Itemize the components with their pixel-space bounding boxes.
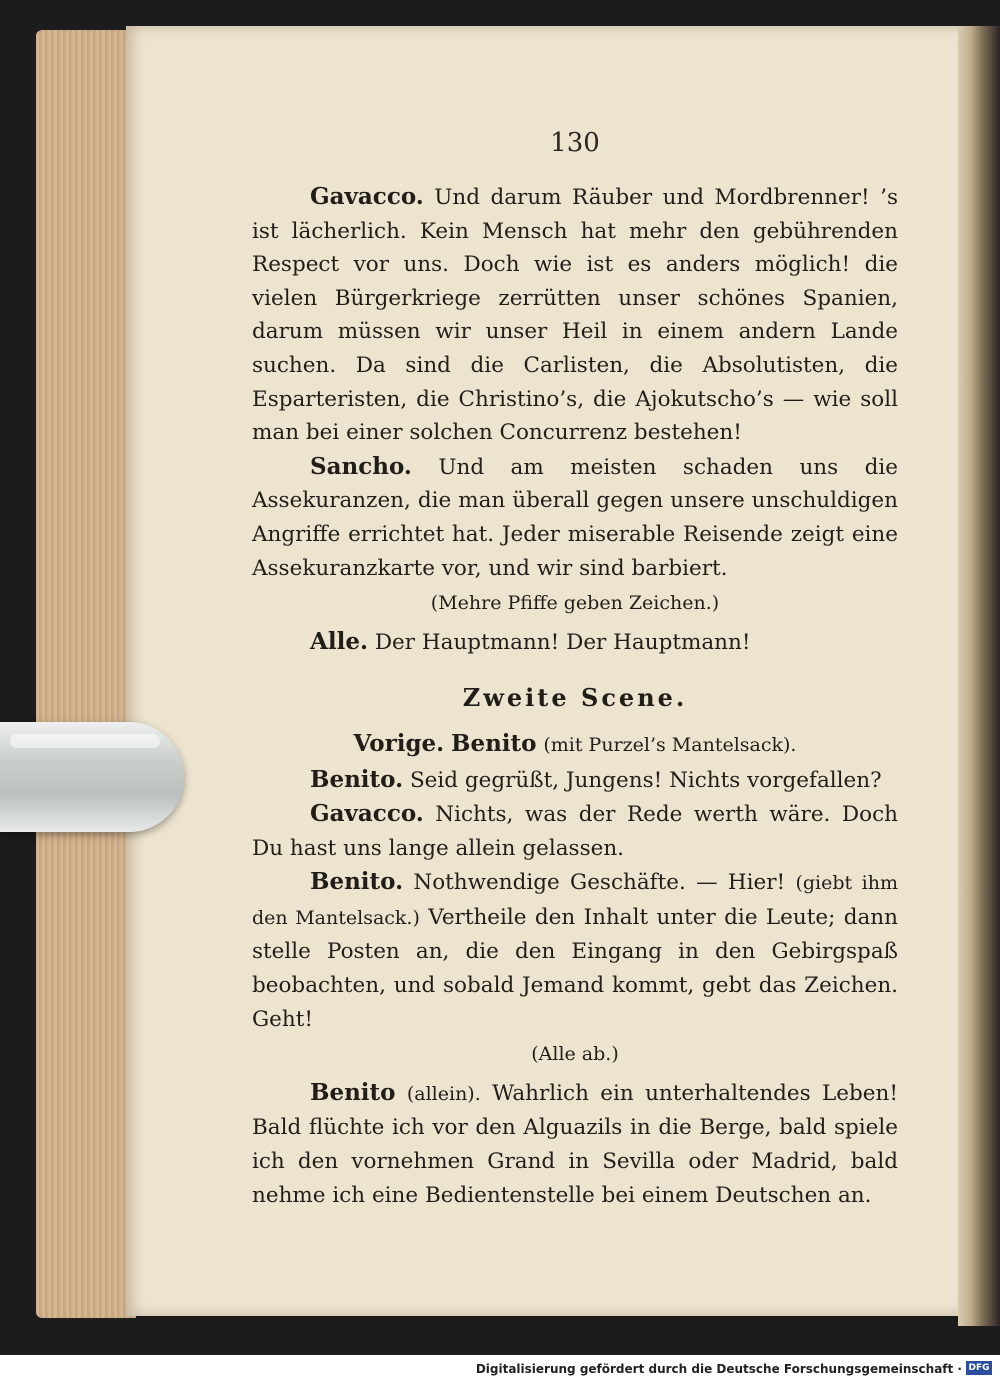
dialogue-line <box>252 797 898 865</box>
stage-direction: (Mehre Pfiffe geben Zeichen.) <box>430 592 720 615</box>
footer-credit: Digitalisierung gefördert durch die Deutsche Forschungsgemeinschaft · <box>475 1362 962 1376</box>
book-page-edges <box>36 30 136 1318</box>
dialogue-line <box>252 180 898 450</box>
book-gutter <box>958 26 1000 1326</box>
speaker-name: Sancho. <box>310 452 412 480</box>
page-number: 130 <box>550 128 600 158</box>
inline-stage-direction: (allein). <box>406 1082 481 1105</box>
dialogue-text: Nichts, was der Rede werth wäre. Doch Du hast uns lange allein gelassen. <box>252 802 898 861</box>
speaker-name: Alle. <box>310 627 368 655</box>
dialogue-line <box>252 865 898 1036</box>
dialogue-line <box>252 450 898 585</box>
clip-highlight <box>10 734 160 748</box>
cast-name: Benito <box>451 729 537 757</box>
footer-bar <box>0 1355 1000 1383</box>
dialogue-line <box>252 1076 898 1212</box>
dialogue-line <box>252 763 898 798</box>
dialogue-text: Und am meisten schaden uns die Assekuranzen, die man überall gegen unsere unschuldigen Angriffe errichtet hat. Jeder miserable Reisende zeigt eine Assekuranzkarte vor, und wir sind barbiert. <box>252 454 898 581</box>
dialogue-text: Wahrlich ein unterhaltendes Leben! Bald flüchte ich vor den Alguazils in die Berge, bald spiele ich den vornehmen Grand in Sevilla oder Madrid, bald nehme ich eine Bedientenstelle bei einem Deutschen an. <box>252 1080 899 1208</box>
speaker-name: Gavacco. <box>310 800 424 828</box>
dialogue-text: Vertheile den Inhalt unter die Leute; dann stelle Posten an, die den Eingang in den Gebirgspaß beobachten, und sobald Jemand kommt, gebt das Zeichen. Geht! <box>252 904 899 1032</box>
speaker-name: Gavacco. <box>310 183 424 210</box>
speaker-name: Benito <box>310 1078 396 1106</box>
stage-direction: (Alle ab.) <box>531 1043 619 1066</box>
cast-note: (mit Purzel’s Mantelsack). <box>543 733 797 756</box>
scene-title: Zweite Scene. <box>462 683 688 713</box>
dialogue-line <box>252 625 898 660</box>
cast-prefix: Vorige. <box>353 729 445 757</box>
dialogue-text: Der Hauptmann! Der Hauptmann! <box>374 629 751 655</box>
dialogue-text: Seid gegrüßt, Jungens! Nichts vorgefallen? <box>409 767 882 793</box>
dialogue-text: Und darum Räuber und Mordbrenner! ’s ist lächerlich. Kein Mensch hat mehr den gebührenden Respect vor uns. Doch wie ist es anders möglich! die vielen Bürgerkriege zerrütten unser schönes Spanien, darum müssen wir unser Heil in einem andern Lande suchen. Da sind die Carlisten, die Absolutisten, die Esparteristen, die Christino’s, die Ajokutscho’s — wie soll man bei einer solchen Concurrenz bestehen! <box>252 185 898 446</box>
cast-line <box>252 727 898 763</box>
speaker-name: Benito. <box>310 868 404 896</box>
dialogue-text: Nothwendige Geschäfte. — Hier! <box>413 870 786 896</box>
page-clip <box>0 722 184 832</box>
speaker-name: Benito. <box>310 765 404 793</box>
inline-stage-direction: (giebt ihm den Mantelsack.) <box>252 872 898 929</box>
dfg-logo: DFG <box>966 1361 992 1375</box>
page-text <box>252 180 898 1212</box>
